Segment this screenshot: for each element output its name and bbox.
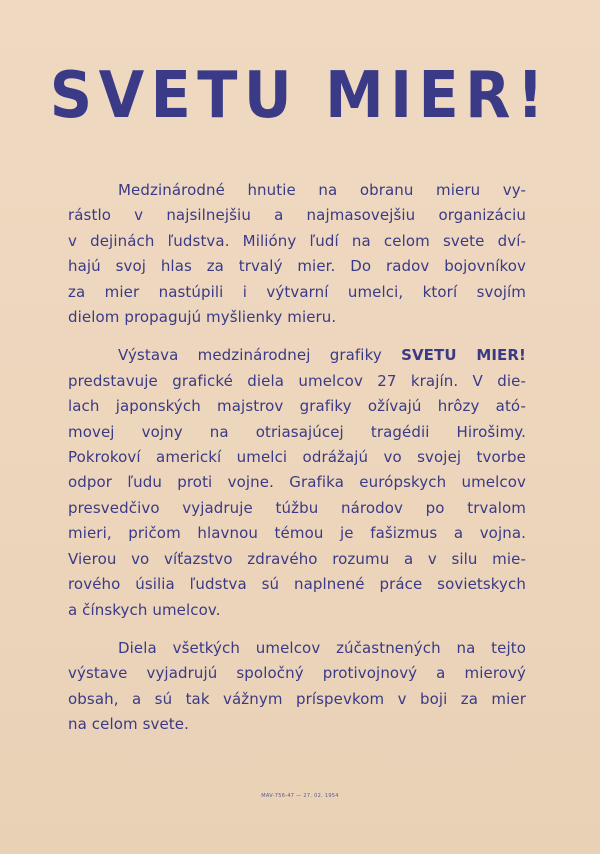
text-line: v dejinách ľudstva. Milióny ľudí na celom svete dví- bbox=[68, 231, 526, 250]
text-line: rástlo v najsilnejšiu a najmasovejšiu organizáciu bbox=[68, 206, 526, 225]
text-line: dielom propagujú myšlienky mieru. bbox=[68, 308, 337, 327]
text-line: za mier nastúpili i výtvarní umelci, ktorí svojím bbox=[68, 282, 526, 301]
text-line: presvedčivo vyjadruje túžbu národov po trvalom bbox=[68, 498, 526, 517]
text-line: Medzinárodné hnutie na obranu mieru vy- bbox=[118, 181, 526, 199]
poster-body bbox=[68, 178, 526, 751]
text-line: Diela všetkých umelcov zúčastnených na tejto bbox=[118, 638, 526, 657]
text-segment: Výstava medzinárodnej grafiky bbox=[118, 346, 402, 365]
text-line: a čínskych umelcov. bbox=[68, 600, 221, 619]
text-line: predstavuje grafické diela umelcov 27 krajín. V die- bbox=[68, 371, 526, 390]
text-line: na celom svete. bbox=[68, 715, 189, 734]
paragraph-3 bbox=[68, 636, 526, 738]
printer-imprint: MAV-756-47 — 27. 02. 1954 bbox=[261, 793, 339, 799]
text-line: rového úsilia ľudstva sú naplnené práce sovietskych bbox=[68, 575, 526, 594]
text-line-with-bold bbox=[68, 343, 526, 368]
text-line: obsah, a sú tak vážnym príspevkom v boji za mier bbox=[68, 689, 526, 708]
text-line: výstave vyjadrujú spoločný protivojnový a mierový bbox=[68, 664, 526, 683]
text-line: Vierou vo víťazstvo zdravého rozumu a v silu mie- bbox=[68, 549, 526, 568]
inline-exhibition-title: SVETU MIER! bbox=[401, 346, 526, 365]
text-line: odpor ľudu proti vojne. Grafika európskych umelcov bbox=[68, 473, 526, 492]
text-line: mieri, pričom hlavnou témou je fašizmus a vojna. bbox=[68, 524, 526, 543]
text-line: lach japonských majstrov grafiky ožívajú hrôzy ató- bbox=[68, 397, 526, 416]
text-line: Pokrokoví americkí umelci odrážajú vo svojej tvorbe bbox=[68, 448, 526, 467]
paragraph-2 bbox=[68, 343, 526, 622]
text-line: movej vojny na otriasajúcej tragédii Hirošimy. bbox=[68, 422, 526, 441]
poster-title: SVETU MIER! bbox=[49, 59, 551, 133]
paragraph-1 bbox=[68, 178, 526, 330]
text-line: hajú svoj hlas za trvalý mier. Do radov bojovníkov bbox=[68, 257, 526, 276]
